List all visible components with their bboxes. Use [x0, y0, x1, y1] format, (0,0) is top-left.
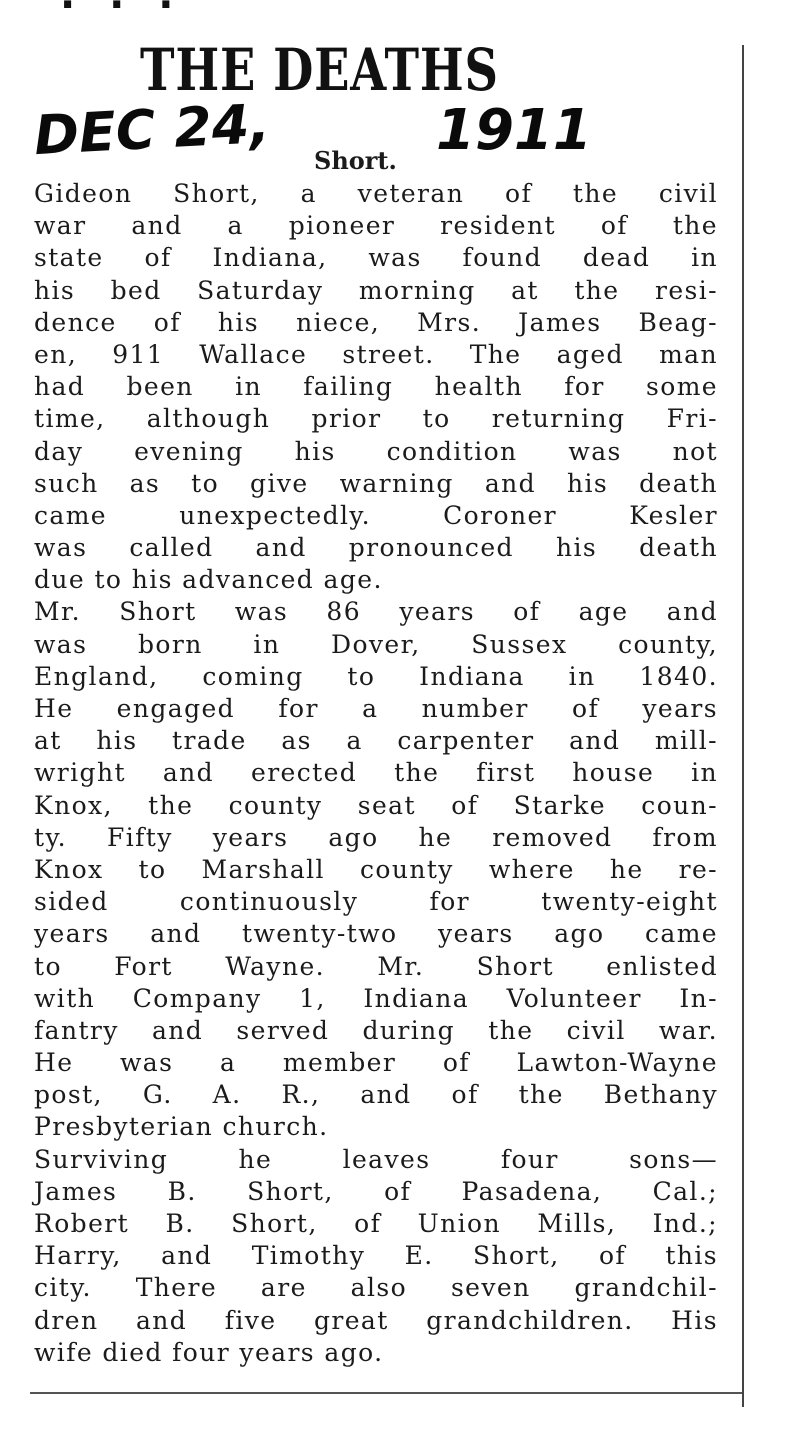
article-line: time, although prior to returning Fri- [34, 404, 718, 434]
article-line: Surviving he leaves four sons— [34, 1144, 718, 1174]
article-line: post, G. A. R., and of the Bethany [34, 1080, 718, 1110]
article-line: wife died four years ago. [34, 1337, 384, 1367]
article-line: dren and five great grandchildren. His [34, 1305, 718, 1335]
article-line: was called and pronounced his death [34, 533, 718, 563]
article-line: such as to give warning and his death [34, 468, 718, 498]
article-line: fantry and served during the civil war. [34, 1015, 718, 1045]
handwritten-year: 1911 [436, 98, 592, 163]
obituary-subhead: Short. [314, 146, 397, 175]
article-line: He was a member of Lawton-Wayne [34, 1048, 718, 1078]
article-line: Mr. Short was 86 years of age and [34, 597, 718, 627]
article-line: Harry, and Timothy E. Short, of this [34, 1241, 718, 1271]
article-line: war and a pioneer resident of the [34, 211, 718, 241]
column-rule-right [742, 45, 744, 1407]
handwritten-scrawl-top: · · · [60, 0, 184, 28]
article-line: state of Indiana, was found dead in [34, 243, 718, 273]
article-line: years and twenty-two years ago came [34, 919, 718, 949]
article-line: England, coming to Indiana in 1840. [34, 661, 718, 691]
article-line: was born in Dover, Sussex county, [34, 629, 718, 659]
article-line: had been in failing health for some [34, 372, 718, 402]
article-line: Robert B. Short, of Union Mills, Ind.; [34, 1209, 718, 1238]
article-line: city. There are also seven grandchil- [34, 1273, 718, 1303]
handwritten-date: DEC 24, [32, 91, 272, 168]
article-line: Presbyterian church. [34, 1112, 329, 1142]
article-line: to Fort Wayne. Mr. Short enlisted [34, 951, 718, 981]
article-line: wright and erected the first house in [34, 758, 718, 788]
article-line: Knox, the county seat of Starke coun- [34, 790, 718, 820]
article-line: with Company 1, Indiana Volunteer In- [34, 983, 718, 1013]
article-line: dence of his niece, Mrs. James Beag- [34, 307, 718, 337]
column-rule-bottom [30, 1392, 742, 1394]
article-line: ty. Fifty years ago he removed from [34, 822, 718, 852]
article-line: He engaged for a number of years [34, 694, 718, 723]
article-line: Gideon Short, a veteran of the civil [34, 179, 718, 208]
article-line: day evening his condition was not [34, 436, 718, 466]
obituary-article [34, 178, 718, 1369]
article-line: due to his advanced age. [34, 565, 383, 595]
article-line: sided continuously for twenty-eight [34, 887, 718, 917]
article-line: his bed Saturday morning at the resi- [34, 275, 718, 305]
article-line: at his trade as a carpenter and mill- [34, 726, 718, 756]
article-line: came unexpectedly. Coroner Kesler [34, 500, 718, 530]
article-line: Knox to Marshall county where he re- [34, 854, 718, 884]
headline: THE DEATHS [140, 36, 499, 104]
article-line: en, 911 Wallace street. The aged man [34, 339, 718, 369]
article-line: James B. Short, of Pasadena, Cal.; [34, 1176, 718, 1206]
